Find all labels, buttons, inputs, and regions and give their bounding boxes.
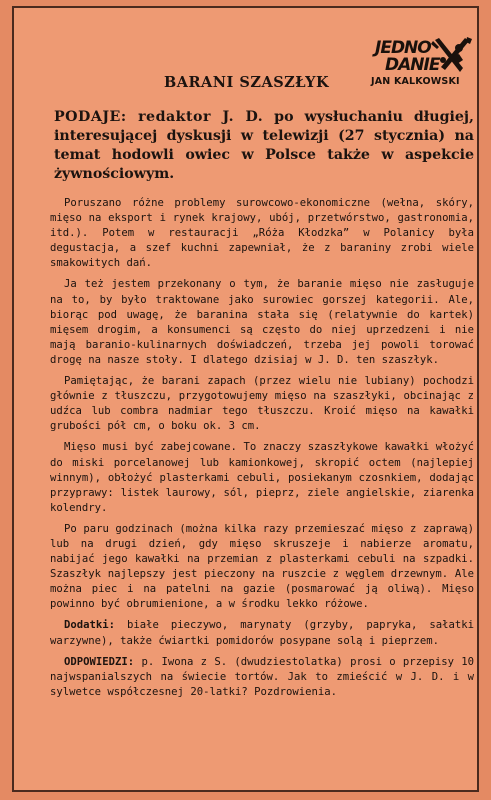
extras-text: białe pieczywo, marynaty (grzyby, papryka, sałatki warzywne), także ćwiartki pomidorów posypane solą i pieprzem. (50, 619, 474, 647)
logo-line-2: DANIE (385, 55, 440, 75)
logo-line-1: JEDNO (375, 38, 431, 58)
answers-paragraph (50, 655, 474, 700)
extras-label: Dodatki: (64, 619, 116, 632)
article-body (50, 196, 474, 706)
paragraph: Ja też jestem przekonany o tym, że baranie mięso nie zasługuje na to, by było traktowane jako surowiec gorszej kategorii. Ale, biorąc pod uwagę, że baranina stała się (relatywnie do kartek) mięsem drogim, a konsumenci są często do niej uprzedzeni i nie mają baranio-kulinarnych doświadczeń, trzeba jej powoli torować drogę na nasze stoły. I dlatego dzisiaj w J. D. ten szaszłyk. (50, 278, 474, 366)
paragraph: Po paru godzinach (można kilka razy przemieszać mięso z zaprawą) lub na drugi dzień, gdy mięso skruszeje i nabierze aromatu, nabijać jego kawałki na przemian z plasterkami cebuli na szpadki. Szaszłyk najlepszy jest pieczony na ruszcie z węglem drzewnym. Ale można piec i na patelni na gazie (posmarować ją oliwą). Mięso powinno być obrumienione, a w środku lekko różowe. (50, 522, 474, 611)
answers-label: ODPOWIEDZI: (64, 655, 135, 668)
intro-lead: PODAJE: redaktor J. D. (54, 109, 264, 125)
intro-text: po wysłuchaniu długiej, interesującej dyskusji w telewizji (27 stycznia) na temat hodowli owiec w Polsce także w aspekcie żywnościowym. (54, 109, 474, 182)
paragraph: Poruszano różne problemy surowcowo-ekonomiczne (wełna, skóry, mięso na eksport i rynek krajowy, ubój, przetwórstwo, gastronomia, itd.). Potem w restauracji „Róża Kłodzka” w Polanicy była degustacja, a szef kuchni zapewniał, że z baraniny zrobi wiele smakowitych dań. (50, 197, 474, 270)
answers-text: p. Iwona z S. (dwudziestolatka) prosi o przepisy 10 najwspanialszych na świecie tortów. Jak to zmieścić w J. D. i w sylwetce współczesnej 20-latki? Pozdrowienia. (50, 655, 474, 698)
article-intro (54, 108, 474, 184)
newspaper-clipping (12, 6, 479, 792)
article-title: BARANI SZASZŁYK (164, 74, 330, 91)
extras-paragraph (50, 618, 474, 648)
paragraph: Pamiętając, że barani zapach (przez wielu nie lubiany) pochodzi głównie z tłuszczu, przygotowujemy mięso na szaszłyki, obcinając z udźca lub combra nadmiar tego tłuszczu. Kroić mięso na kawałki grubości pół cm, o boku ok. 3 cm. (50, 375, 474, 433)
crossed-cutlery-icon (429, 36, 473, 76)
paragraph: Mięso musi być zabejcowane. To znaczy szaszłykowe kawałki włożyć do miski porcelanowej lub kamionkowej, skropić octem (najlepiej winnym), obłożyć plasterkami cebuli, posiekanym czosnkiem, dodając przyprawy: listek laurowy, sól, pieprz, ziele angielskie, ziarenka kolendry. (50, 441, 474, 514)
column-logo (363, 36, 481, 92)
logo-author: JAN KALKOWSKI (371, 76, 460, 87)
